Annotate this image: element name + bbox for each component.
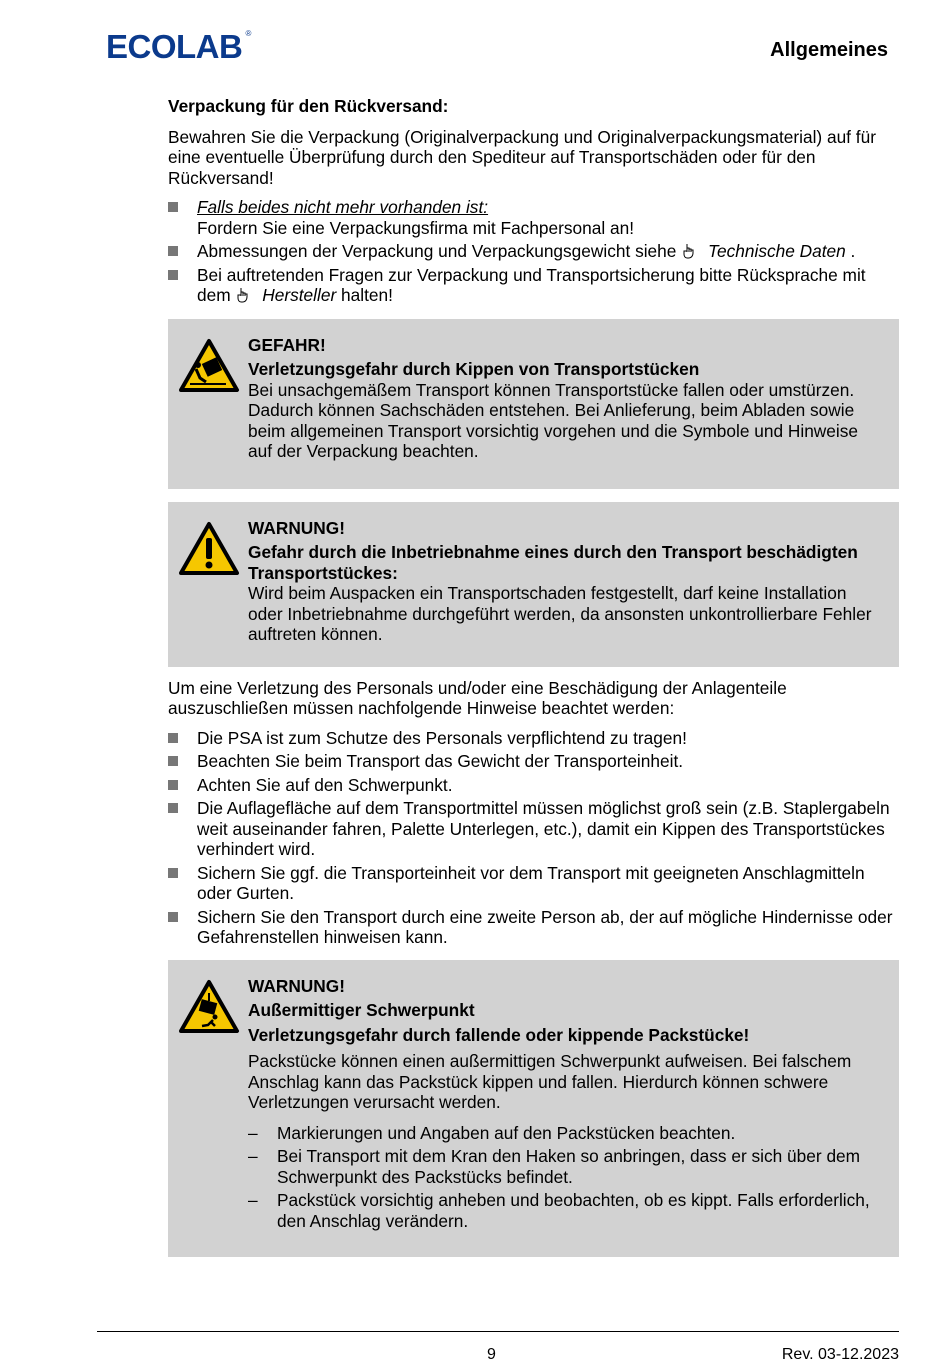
logo-text: ECOLAB bbox=[106, 28, 243, 65]
item-text-end: halten! bbox=[341, 285, 393, 305]
bullet-square-icon bbox=[168, 733, 178, 743]
list-item bbox=[168, 241, 899, 262]
page-number: 9 bbox=[487, 1346, 496, 1362]
item-text: Achten Sie auf den Schwerpunkt. bbox=[197, 774, 453, 795]
item-text: Die PSA ist zum Schutze des Personals verpflichtend zu tragen! bbox=[197, 727, 687, 748]
manufacturer-link[interactable]: Hersteller bbox=[262, 285, 337, 305]
dash-bullet: – bbox=[248, 1122, 258, 1143]
instruction-text: Fordern Sie eine Verpackungsfirma mit Fachpersonal an! bbox=[197, 217, 635, 238]
item-text: Bei Transport mit dem Kran den Haken so anbringen, dass er sich über dem Schwerpunkt des Packstücks befindet. bbox=[277, 1146, 861, 1187]
signal-word: WARNUNG! bbox=[248, 975, 345, 996]
bullet-square-icon bbox=[168, 868, 178, 878]
list-item bbox=[168, 197, 899, 238]
bullet-square-icon bbox=[168, 202, 178, 212]
safety-bullets bbox=[168, 728, 899, 948]
chapter-title: Allgemeines bbox=[770, 39, 888, 61]
footer-divider bbox=[97, 1331, 899, 1332]
list-item bbox=[168, 265, 899, 306]
signal-word: GEFAHR! bbox=[248, 334, 326, 355]
list-item bbox=[168, 751, 899, 772]
list-item bbox=[248, 1146, 885, 1187]
warning-general-icon bbox=[178, 521, 240, 576]
measures-list bbox=[248, 1123, 885, 1232]
signal-word: WARNUNG! bbox=[248, 517, 345, 538]
notice-subtitle: Verletzungsgefahr durch fallende oder kippende Packstücke! bbox=[248, 1024, 750, 1045]
dash-bullet: – bbox=[248, 1146, 258, 1166]
section-intro: Bewahren Sie die Verpackung (Originalverpackung und Originalverpackungsmaterial) auf für eine eventuelle Überprüfung durch den Spediteur auf Transportschäden oder für den Rückversand! bbox=[168, 126, 876, 188]
item-text: Abmessungen der Verpackung und Verpackungsgewicht siehe bbox=[197, 241, 677, 261]
cross-reference-hand-icon bbox=[237, 287, 251, 303]
condition-text: Falls beides nicht mehr vorhanden ist: bbox=[197, 197, 489, 217]
notice-title: Außermittiger Schwerpunkt bbox=[248, 1000, 475, 1020]
item-text: Beachten Sie beim Transport das Gewicht der Transporteinheit. bbox=[197, 751, 684, 771]
list-item bbox=[248, 1123, 885, 1144]
safety-intro: Um eine Verletzung des Personals und/oder eine Beschädigung der Anlagenteile auszuschließen müssen nachfolgende Hinweise beachtet werden: bbox=[168, 677, 787, 718]
list-item bbox=[168, 863, 899, 904]
logo-registered-mark: ® bbox=[245, 29, 252, 38]
cross-reference-hand-icon bbox=[683, 243, 697, 259]
dash-bullet: – bbox=[248, 1190, 258, 1210]
warning-notice bbox=[168, 502, 899, 667]
bullet-square-icon bbox=[168, 270, 178, 280]
item-text: Die Auflagefläche auf dem Transportmittel müssen möglichst groß sein (z.B. Staplergabeln weit auseinander fahren, Palette Unterlegen, etc.), damit ein Kippen des Transportstückes verhindert wird. bbox=[197, 798, 890, 859]
item-text: Bei auftretenden Fragen zur Verpackung und Transportsicherung bitte Rücksprache mit dem bbox=[197, 264, 866, 305]
item-text: Packstück vorsichtig anheben und beobachten, ob es kippt. Falls erforderlich, den Anschlag verändern. bbox=[277, 1190, 870, 1231]
company-logo bbox=[106, 28, 252, 65]
notice-title: Verletzungsgefahr durch Kippen von Transportstücken bbox=[248, 359, 700, 379]
notice-text: Packstücke können einen außermittigen Schwerpunkt aufweisen. Bei falschem Anschlag kann das Packstück kippen und fallen. Hierdurch können schwere Verletzungen verursacht werden. bbox=[248, 1051, 852, 1112]
section-heading: Verpackung für den Rückversand: bbox=[168, 96, 449, 116]
notice-title: Gefahr durch die Inbetriebnahme eines durch den Transport beschädigten Transportstückes: bbox=[248, 542, 858, 583]
notice-text: Wird beim Auspacken ein Transportschaden festgestellt, darf keine Installation oder Inbetriebnahme durchgeführt werden, da ansonsten unkontrollierbare Fehler auftreten können. bbox=[248, 583, 872, 644]
list-item bbox=[168, 798, 899, 860]
warning-off-center-load-icon bbox=[178, 979, 240, 1034]
item-text-end: . bbox=[850, 241, 856, 261]
technical-data-link[interactable]: Technische Daten bbox=[708, 241, 846, 261]
revision-label: Rev. 03-12.2023 bbox=[781, 1346, 899, 1362]
bullet-square-icon bbox=[168, 246, 178, 256]
bullet-square-icon bbox=[168, 912, 178, 922]
main-content bbox=[168, 96, 899, 1257]
list-item bbox=[168, 775, 899, 796]
bullet-square-icon bbox=[168, 756, 178, 766]
danger-notice bbox=[168, 319, 899, 489]
item-text: Markierungen und Angaben auf den Packstücken beachten. bbox=[277, 1122, 736, 1143]
list-item bbox=[168, 728, 899, 749]
packaging-bullets bbox=[168, 197, 899, 306]
warning-notice bbox=[168, 960, 899, 1257]
notice-text: Bei unsachgemäßem Transport können Transportstücke fallen oder umstürzen. Dadurch können Sachschäden entstehen. Bei Anlieferung, beim Abladen sowie beim allgemeinen Transport vorsichtig vorgehen und die Symbole und Hinweise auf der Verpackung beachten. bbox=[248, 379, 858, 461]
list-item bbox=[248, 1190, 885, 1231]
danger-tipping-icon bbox=[178, 338, 240, 393]
bullet-square-icon bbox=[168, 803, 178, 813]
item-text: Sichern Sie den Transport durch eine zweite Person ab, der auf mögliche Hindernisse oder Gefahrenstellen hinweisen kann. bbox=[197, 906, 893, 947]
bullet-square-icon bbox=[168, 780, 178, 790]
list-item bbox=[168, 907, 899, 948]
item-text: Sichern Sie ggf. die Transporteinheit vor dem Transport mit geeigneten Anschlagmitteln oder Gurten. bbox=[197, 862, 865, 903]
